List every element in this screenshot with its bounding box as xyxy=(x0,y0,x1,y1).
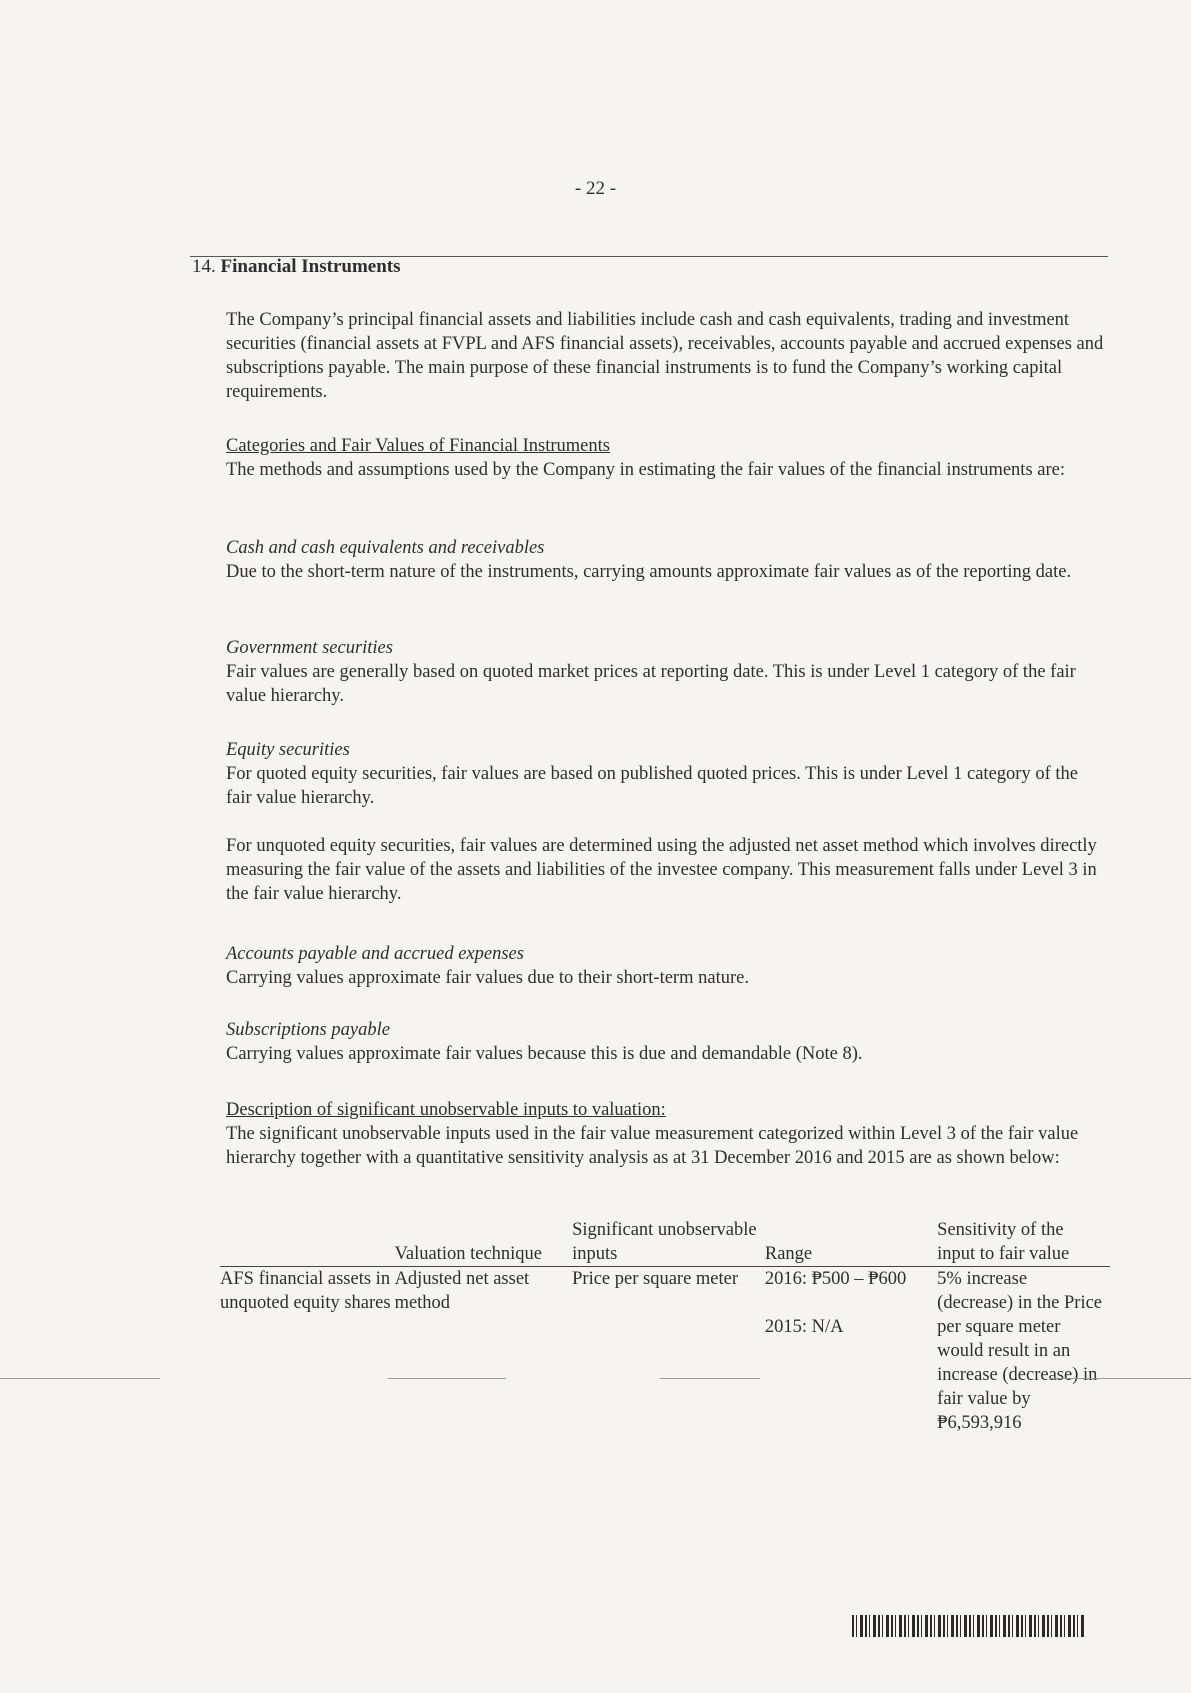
intro-block xyxy=(226,308,1106,404)
table-header-row xyxy=(220,1218,1110,1267)
scan-artifact-line xyxy=(1050,1378,1191,1379)
table-cell-item: AFS financial assets in unquoted equity shares xyxy=(220,1269,391,1313)
table-header-technique: Valuation technique xyxy=(395,1218,573,1267)
table-header-item xyxy=(220,1218,395,1267)
table-header-range: Range xyxy=(765,1218,937,1267)
table-cell-sensitivity: 5% increase (decrease) in the Price per square meter would result in an increase (decrease) in fair value by ₱6,593,916 xyxy=(937,1269,1103,1433)
government-heading: Government securities xyxy=(226,638,393,658)
cash-block xyxy=(226,536,1106,584)
categories-text: The methods and assumptions used by the Company in estimating the fair values of the financial instruments are: xyxy=(226,460,1065,480)
table-header-inputs: Significant unobservable inputs xyxy=(572,1218,765,1267)
cash-heading: Cash and cash equivalents and receivables xyxy=(226,538,545,558)
table-cell-inputs: Price per square meter xyxy=(572,1269,739,1289)
equity-heading: Equity securities xyxy=(226,740,350,760)
range-2016: 2016: ₱500 – ₱600 xyxy=(764,1269,907,1289)
range-2015: 2015: N/A xyxy=(764,1317,844,1337)
description-text: The significant unobservable inputs used in the fair value measurement categorized within Level 3 of the fair value hierarchy together with a quantitative sensitivity analysis as at 31 December 2016 and 2015 are as shown below: xyxy=(226,1124,1079,1168)
equity-text-quoted: For quoted equity securities, fair values are based on published quoted prices. This is under Level 1 category of the fair value hierarchy. xyxy=(226,764,1078,808)
section-heading xyxy=(192,256,401,278)
section-number: 14. xyxy=(192,256,216,277)
scan-artifact-line xyxy=(0,1378,160,1379)
subscriptions-heading: Subscriptions payable xyxy=(226,1020,390,1040)
cash-text: Due to the short-term nature of the instruments, carrying amounts approximate fair values as of the reporting date. xyxy=(226,562,1072,582)
government-text: Fair values are generally based on quoted market prices at reporting date. This is under Level 1 category of the fair value hierarchy. xyxy=(226,662,1076,706)
table-cell-technique: Adjusted net asset method xyxy=(394,1269,530,1313)
scan-artifact-line xyxy=(660,1378,760,1379)
table-cell-range xyxy=(765,1267,937,1436)
categories-heading: Categories and Fair Values of Financial Instruments xyxy=(226,436,610,456)
government-block xyxy=(226,636,1106,708)
subscriptions-text: Carrying values approximate fair values because this is due and demandable (Note 8). xyxy=(226,1044,863,1064)
subscriptions-block xyxy=(226,1018,1106,1066)
intro-paragraph: The Company’s principal financial assets and liabilities include cash and cash equivalents, trading and investment securities (financial assets at FVPL and AFS financial assets), receivables, accounts payable and accrued expenses and subscriptions payable. The main purpose of these financial instruments is to fund the Company’s working capital requirements. xyxy=(226,310,1104,402)
page-number: - 22 - xyxy=(574,178,617,199)
payables-heading: Accounts payable and accrued expenses xyxy=(226,944,524,964)
valuation-table xyxy=(220,1218,1110,1435)
scan-artifact-line xyxy=(388,1378,506,1379)
table-header-sensitivity: Sensitivity of the input to fair value xyxy=(937,1218,1110,1267)
payables-block xyxy=(226,942,1106,990)
categories-block xyxy=(226,434,1106,482)
description-block xyxy=(226,1098,1106,1170)
section-title: Financial Instruments xyxy=(220,256,401,277)
barcode-icon xyxy=(852,1615,1085,1637)
equity-text-unquoted: For unquoted equity securities, fair values are determined using the adjusted net asset method which involves directly measuring the fair value of the assets and liabilities of the investee company. This measurement falls under Level 3 in the fair value hierarchy. xyxy=(226,836,1097,904)
description-heading: Description of significant unobservable inputs to valuation: xyxy=(226,1100,666,1120)
table-row xyxy=(220,1267,1110,1436)
equity-block xyxy=(226,738,1106,906)
payables-text: Carrying values approximate fair values due to their short-term nature. xyxy=(226,968,749,988)
